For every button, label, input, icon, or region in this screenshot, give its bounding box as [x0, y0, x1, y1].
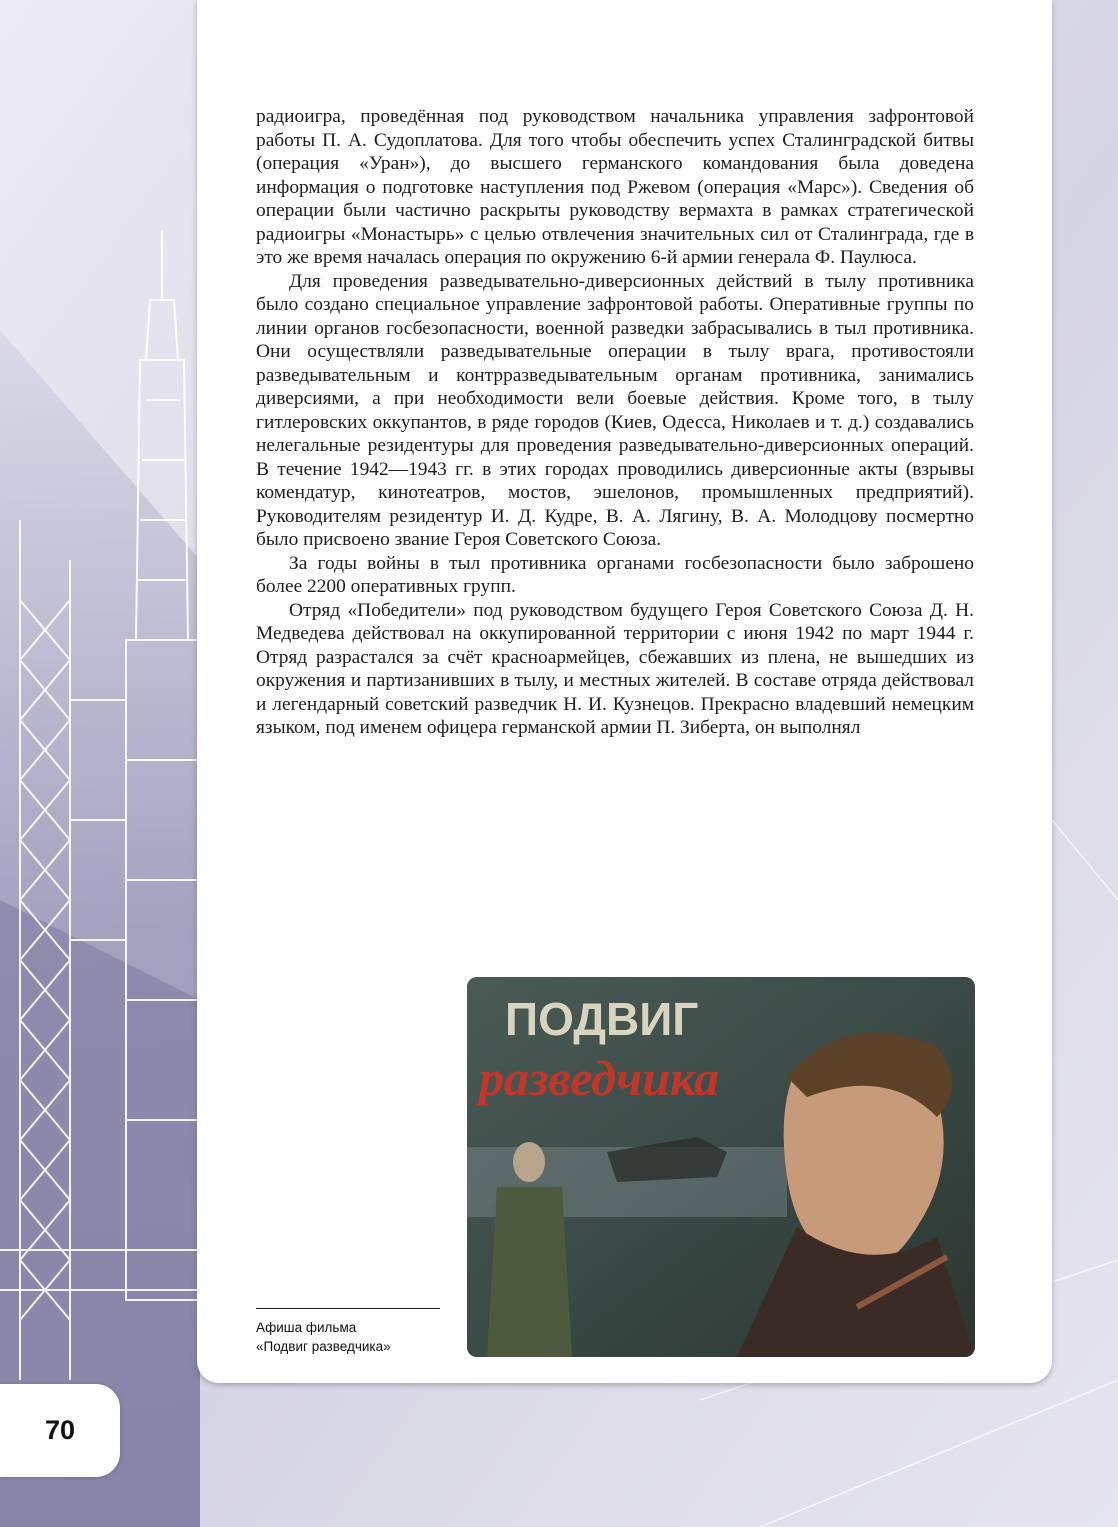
film-poster-image [467, 977, 975, 1357]
caption-line: Афиша фильма [256, 1320, 357, 1335]
figure-caption [256, 1308, 440, 1356]
poster-title: ПОДВИГ [505, 993, 699, 1045]
page-number: 70 [0, 1384, 120, 1477]
paragraph: За годы войны в тыл противника органами госбезопасности было заброшено более 2200 оперативных групп. [256, 552, 974, 597]
officer-figure [513, 1142, 545, 1182]
paragraph: Для проведения разведывательно-диверсионных действий в тылу противника было создано специальное управление зафронтовой работы. Оперативные группы по линии органов госбезопасности, военной разведки забрасывались в тыл противника. Они осуществляли разведывательные операции в тылу врага, противостояли разведывательным и контрразведывательным органам противника, занимались диверсиями, а при необходимости вели боевые действия. Кроме того, в тылу гитлеровских оккупантов, в ряде городов (Киев, Одесса, Николаев и т. д.) создавались нелегальные резидентуры для проведения разведывательно-диверсионных операций. В течение 1942—1943 гг. в этих городах проводились диверсионные акты (взрывы комендатур, кинотеатров, мостов, эшелонов, промышленных предприятий). Руководителям резидентур И. Д. Кудре, В. А. Лягину, В. А. Молодцову посмертно было присвоено звание Героя Советского Союза. [256, 270, 974, 550]
poster-subtitle: разведчика [479, 1050, 720, 1106]
paragraph: Отряд «Победители» под руководством будущего Героя Советского Союза Д. Н. Медведева действовал на оккупированной территории с июня 1942 по март 1944 г. Отряд разрастался за счёт красноармейцев, сбежавших из плена, не вышедших из окружения и партизанивших в тылу, и местных жителей. В составе отряда действовал и легендарный советский разведчик Н. И. Кузнецов. Прекрасно владевший немецким языком, под именем офицера германской армии П. Зиберта, он выполнял [256, 599, 974, 738]
caption-line: «Подвиг разведчика» [256, 1339, 391, 1354]
paragraph: радиоигра, проведённая под руководством начальника управления зафронтовой работы П. А. Судоплатова. Для того чтобы обеспечить успех Сталинградской битвы (операция «Уран»), до высшего германского командования была доведена информация о подготовке наступления под Ржевом (операция «Марс»). Сведения об операции были частично раскрыты руководству вермахта в рамках стратегической радиоигры «Монастырь» с целью отвлечения значительных сил от Сталинграда, где в это же время началась операция по окружению 6-й армии генерала Ф. Паулюса. [256, 106, 974, 268]
body-text [256, 105, 974, 740]
